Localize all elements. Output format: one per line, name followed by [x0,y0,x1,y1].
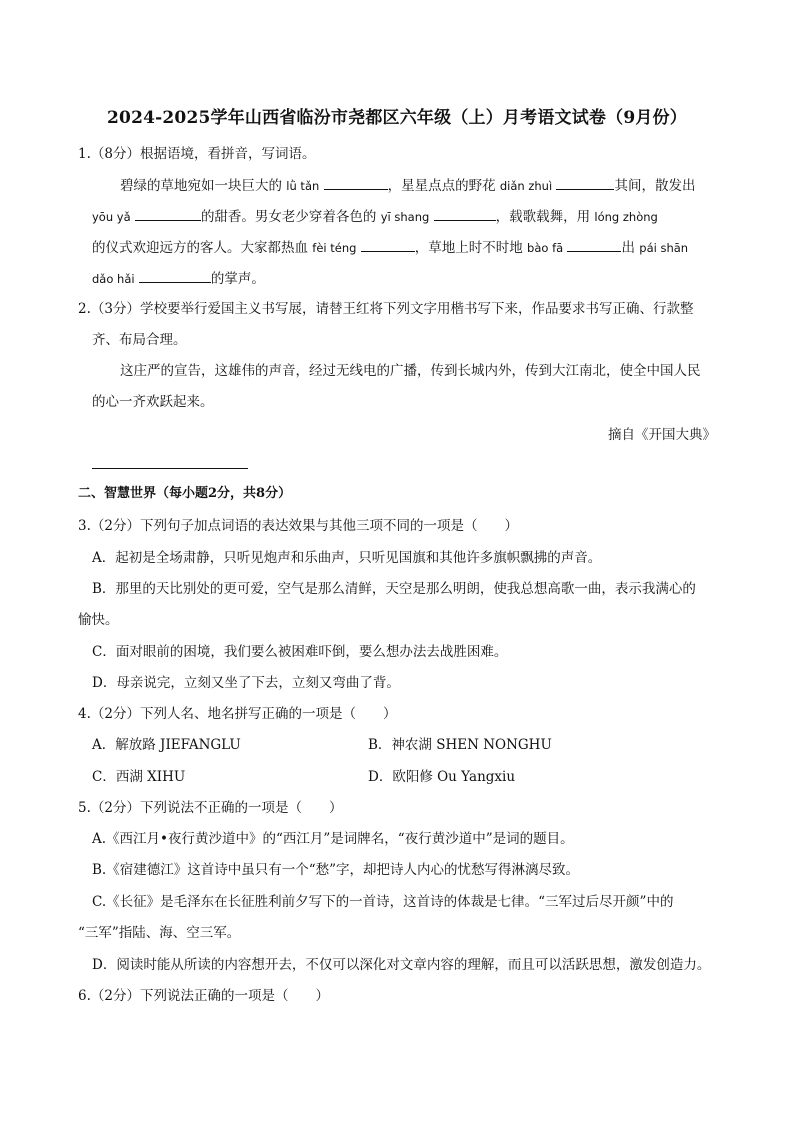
q4-option-d[interactable]: D．欧阳修 Ou Yangxiu [368,769,516,785]
answer-blank[interactable] [556,175,614,190]
q4-heading: 4.（2分）下列人名、地名拼写正确的一项是（ ） [78,706,397,722]
pinyin: diǎn zhuì [499,179,553,193]
answer-blank[interactable] [434,206,496,221]
q5-heading: 5.（2分）下列说法不正确的一项是（ ） [78,800,343,816]
q1-text: ，星星点点的野花 [387,178,496,194]
q1-text: 碧绿的草地宛如一块巨大的 [120,178,282,194]
pinyin: pái shān [639,241,689,255]
answer-blank[interactable] [361,237,415,252]
answer-blank[interactable] [135,206,201,221]
q5-option-b[interactable]: B.《宿建德江》这首诗中虽只有一个“愁”字，却把诗人内心的忧愁写得淋漓尽致。 [92,862,580,878]
q2-passage: 这庄严的宣告，这雄伟的声音，经过无线电的广播，传到长城内外，传到大江南北，使全中国人民 [120,363,701,379]
page-title: 2024-2025学年山西省临汾市尧都区六年级（上）月考语文试卷（9月份） [107,108,687,128]
section-heading: 二、智慧世界（每小题2分，共8分） [78,486,292,501]
pinyin: fèi téng [312,241,357,255]
q3-option-c[interactable]: C．面对眼前的困境，我们要么被困难吓倒，要么想办法去战胜困难。 [92,644,508,660]
q2-passage-cont: 的心一齐欢跃起来。 [92,394,214,410]
answer-blank[interactable] [567,237,621,252]
q5-option-a[interactable]: A.《西江月•夜行黄沙道中》的“西江月”是词牌名，“夜行黄沙道中”是词的题目。 [92,831,574,847]
q3-option-b-cont: 愉快。 [78,612,119,628]
q3-option-b[interactable]: B．那里的天比别处的更可爱，空气是那么清鲜，天空是那么明朗，使我总想高歌一曲，表示我满心的 [92,581,696,597]
q6-heading: 6.（2分）下列说法正确的一项是（ ） [78,988,329,1004]
q1-line-4 [92,268,265,289]
q2-source: 摘自《开国大典》 [608,427,716,443]
q5-option-d[interactable]: D．阅读时能从所读的内容想开去，不仅可以深化对文章内容的理解，而且可以活跃思想，激发创造力。 [92,957,711,973]
pinyin: dǎo hǎi [92,272,135,286]
pinyin: bào fā [527,241,564,255]
pinyin: lǜ tǎn [286,179,320,193]
q3-heading: 3.（2分）下列句子加点词语的表达效果与其他三项不同的一项是（ ） [78,518,518,534]
q1-text: ，草地上时不时地 [414,240,523,256]
q2-heading-cont: 齐、布局合理。 [92,332,187,348]
answer-blank[interactable] [324,175,388,190]
q3-option-a[interactable]: A．起初是全场肃静，只听见炮声和乐曲声，只听见国旗和其他许多旗帜飘拂的声音。 [92,550,602,566]
q1-heading: 1.（8分）根据语境，看拼音，写词语。 [78,146,316,162]
q2-heading: 2.（3分）学校要举行爱国主义书写展，请替王红将下列文字用楷书写下来，作品要求书写正确、行款整 [78,301,694,317]
q3-option-d[interactable]: D．母亲说完，立刻又坐了下去，立刻又弯曲了背。 [92,675,400,691]
q1-text: 的仪式欢迎远方的客人。大家都热血 [92,240,308,256]
q5-option-c-cont: “三军”指陆、海、空三军。 [78,925,241,941]
pinyin: lóng zhòng [594,210,658,224]
writing-line[interactable] [92,468,248,469]
q1-text: 出 [621,240,635,256]
q5-option-c[interactable]: C.《长征》是毛泽东在长征胜利前夕写下的一首诗，这首诗的体裁是七律。“三军过后尽开颜”中的 [92,894,674,910]
q1-text: 的甜香。男女老少穿着各色的 [200,209,377,225]
answer-blank[interactable] [139,268,211,283]
q4-option-c[interactable]: C．西湖 XIHU [92,769,186,785]
q1-text: ，载歌载舞，用 [495,209,591,225]
pinyin: yōu yǎ [92,210,131,224]
q4-option-a[interactable]: A．解放路 JIEFANGLU [92,737,241,753]
pinyin: yī shang [380,210,430,224]
q1-text: 其间，散发出 [614,178,696,194]
q1-text: 的掌声。 [210,271,265,287]
q1-line-2 [92,206,658,227]
q4-option-b[interactable]: B．神农湖 SHEN NONGHU [368,737,552,753]
q1-line-1 [120,175,695,196]
q1-line-3 [92,237,688,258]
